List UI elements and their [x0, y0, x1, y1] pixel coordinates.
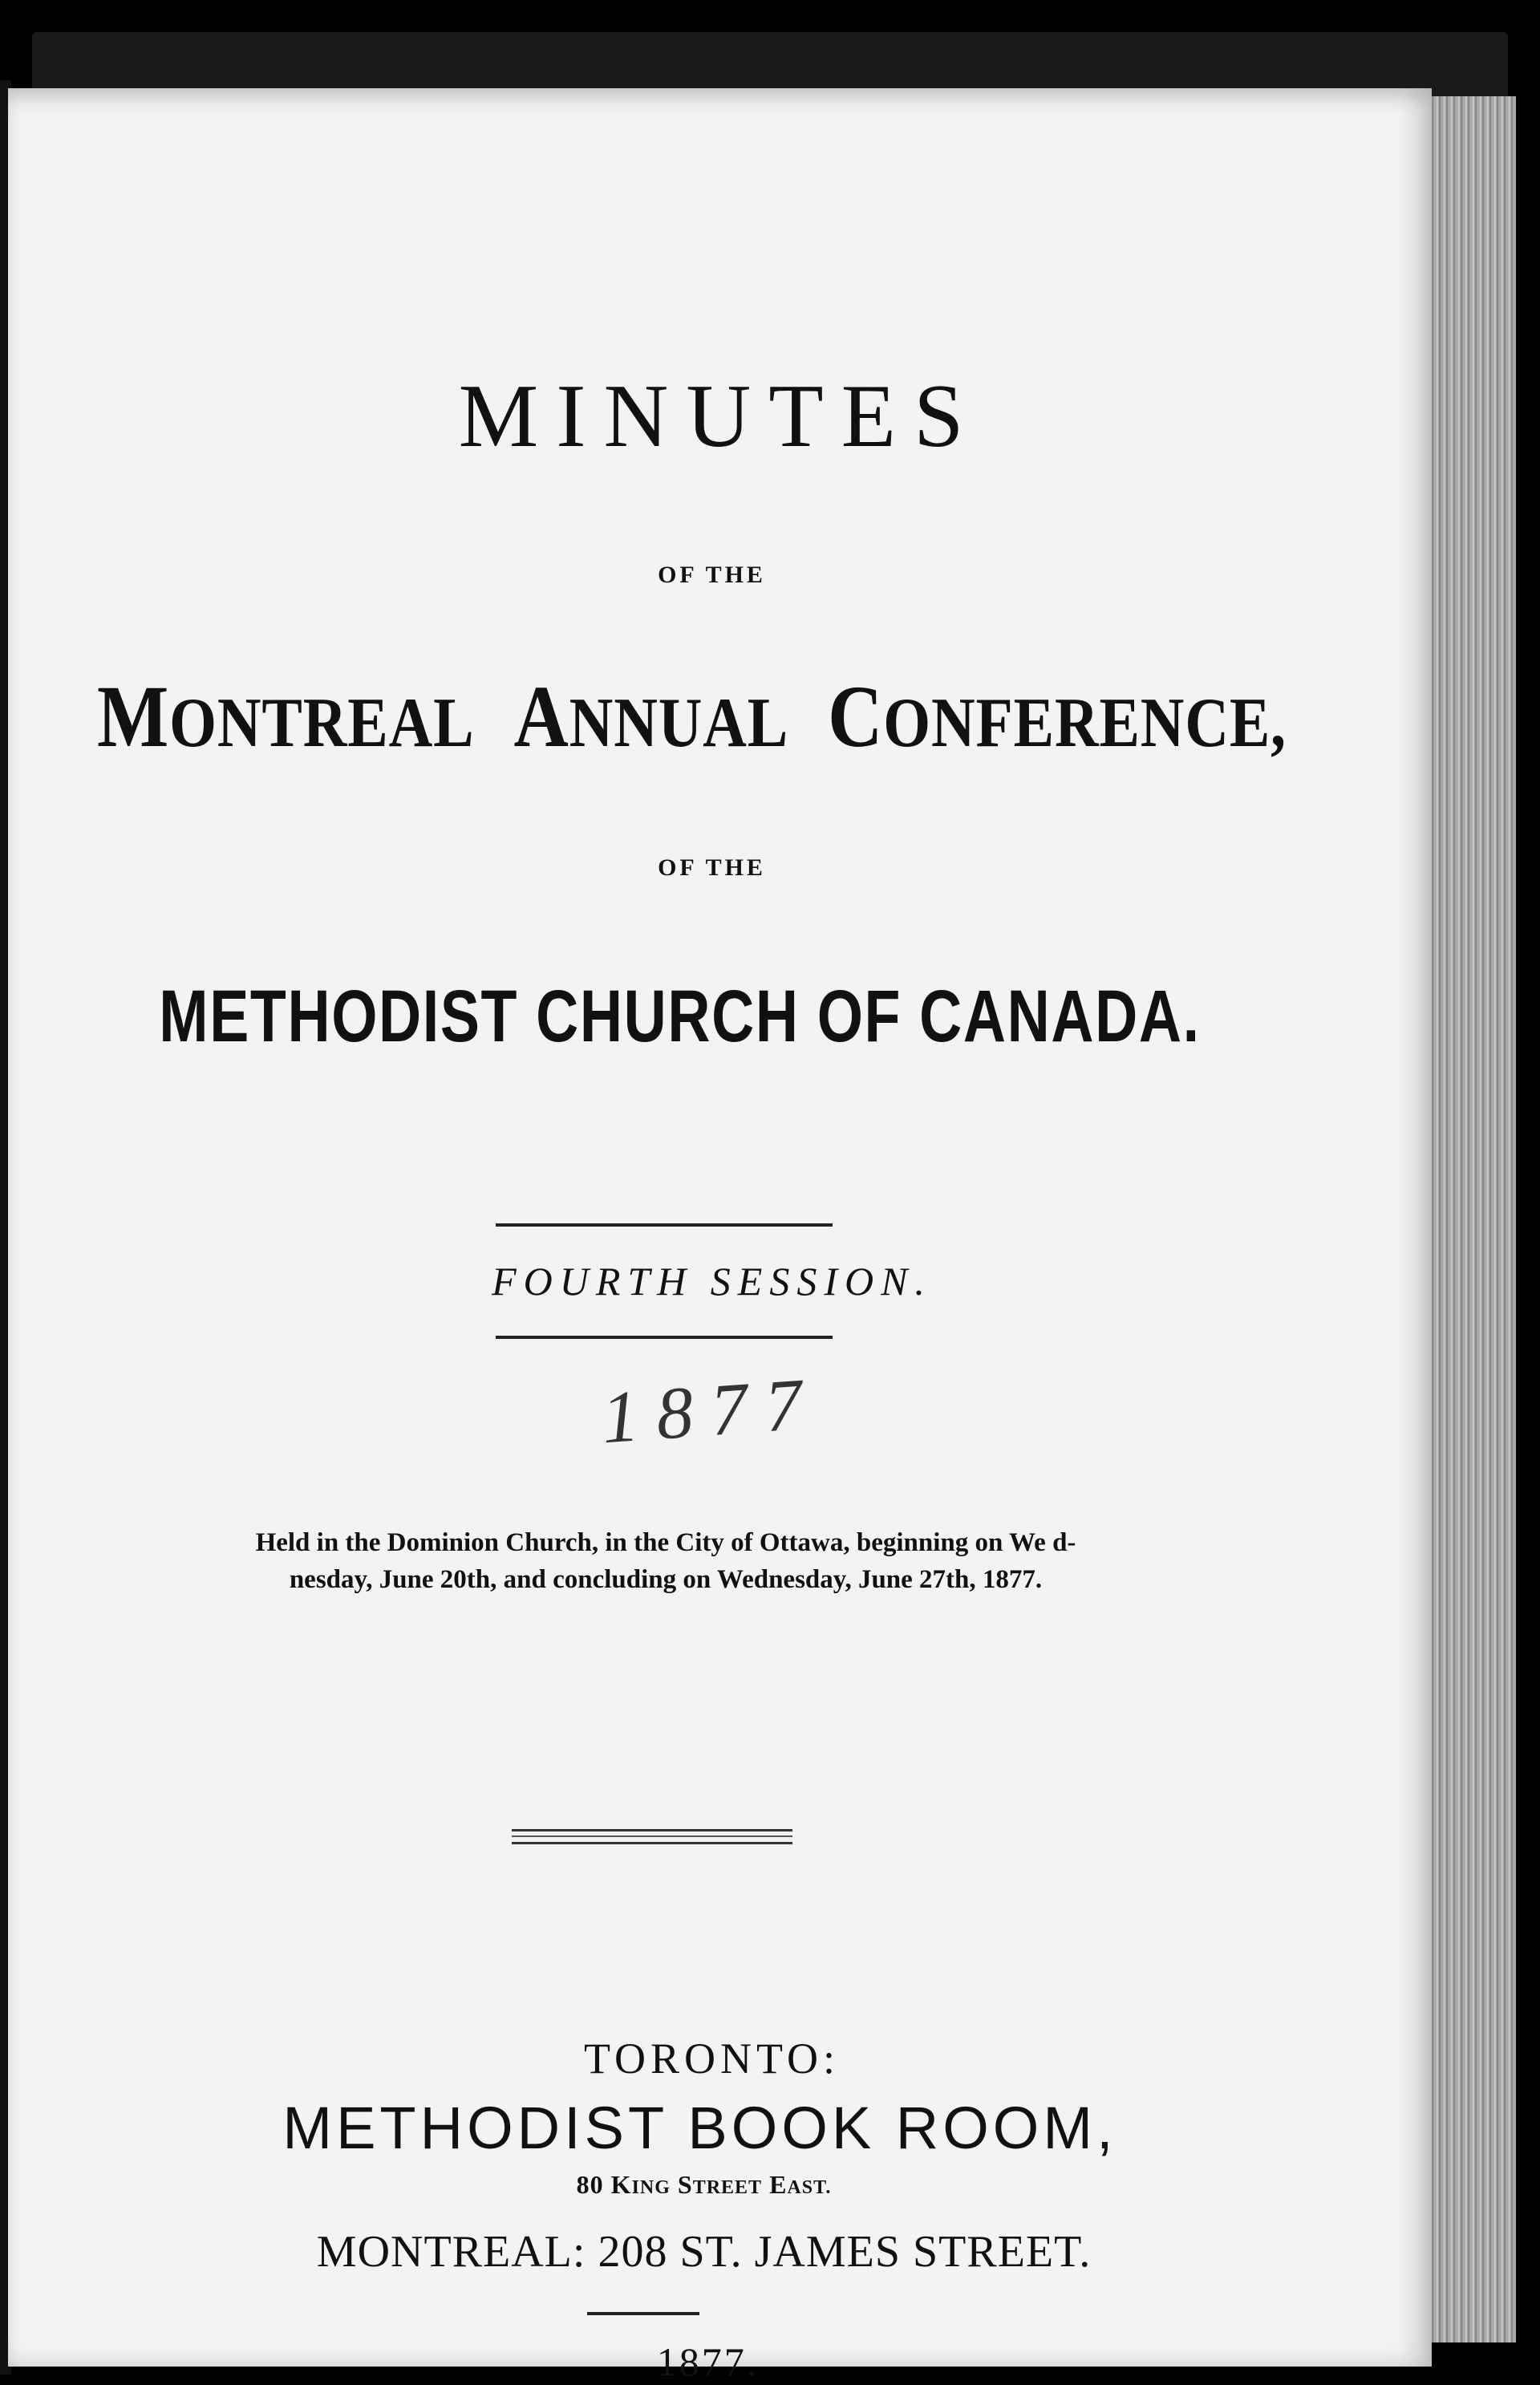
conference-word-3-initial: C: [828, 667, 884, 765]
rule-below-session: [496, 1336, 833, 1339]
handwritten-year: 1877: [598, 1361, 823, 1459]
meeting-details-line-1: Held in the Dominion Church, in the City of Ottawa, beginning on We d-: [255, 1528, 1076, 1557]
imprint-montreal: MONTREAL: 208 ST. JAMES STREET.: [316, 2227, 1092, 2277]
rule-above-year: [587, 2312, 699, 2315]
conference-name: [79, 666, 1304, 768]
meeting-details: [80, 1524, 1251, 1598]
conference-word-1-initial: M: [97, 667, 170, 765]
imprint-year: 1877.: [656, 2339, 760, 2384]
conference-word-2-initial: A: [513, 667, 569, 765]
title-page: [8, 88, 1432, 2384]
imprint-address: [0, 2170, 1416, 2200]
conference-word-2-rest: NNUAL: [569, 684, 789, 762]
of-the-line-2: OF THE: [658, 854, 766, 881]
page-edges: [1428, 96, 1516, 2342]
page-title: MINUTES: [458, 367, 982, 466]
imprint-city: TORONTO:: [583, 2034, 841, 2083]
rule-above-session: [496, 1223, 833, 1227]
session-label: FOURTH SESSION.: [492, 1259, 932, 1304]
address-s: S: [677, 2170, 693, 2199]
address-number: 80: [576, 2170, 604, 2199]
address-k: K: [610, 2170, 632, 2199]
address-e: E: [769, 2170, 788, 2199]
of-the-line-1: OF THE: [658, 562, 766, 588]
address-treet: TREET: [692, 2177, 763, 2198]
meeting-details-line-2: nesday, June 20th, and concluding on Wednesday, June 27th, 1877.: [289, 1565, 1043, 1594]
conference-word-3-rest: ONFERENCE,: [883, 684, 1287, 762]
ornamental-rule: [512, 1835, 792, 1837]
conference-word-1-rest: ONTREAL: [169, 684, 475, 762]
ornamental-rule: [512, 1842, 792, 1844]
imprint-publisher: METHODIST BOOK ROOM,: [282, 2095, 1117, 2161]
address-ing: ING: [631, 2177, 671, 2198]
ornamental-rule: [512, 1829, 792, 1831]
church-name: METHODIST CHURCH OF CANADA.: [159, 975, 1201, 1057]
address-ast: AST.: [787, 2177, 832, 2198]
